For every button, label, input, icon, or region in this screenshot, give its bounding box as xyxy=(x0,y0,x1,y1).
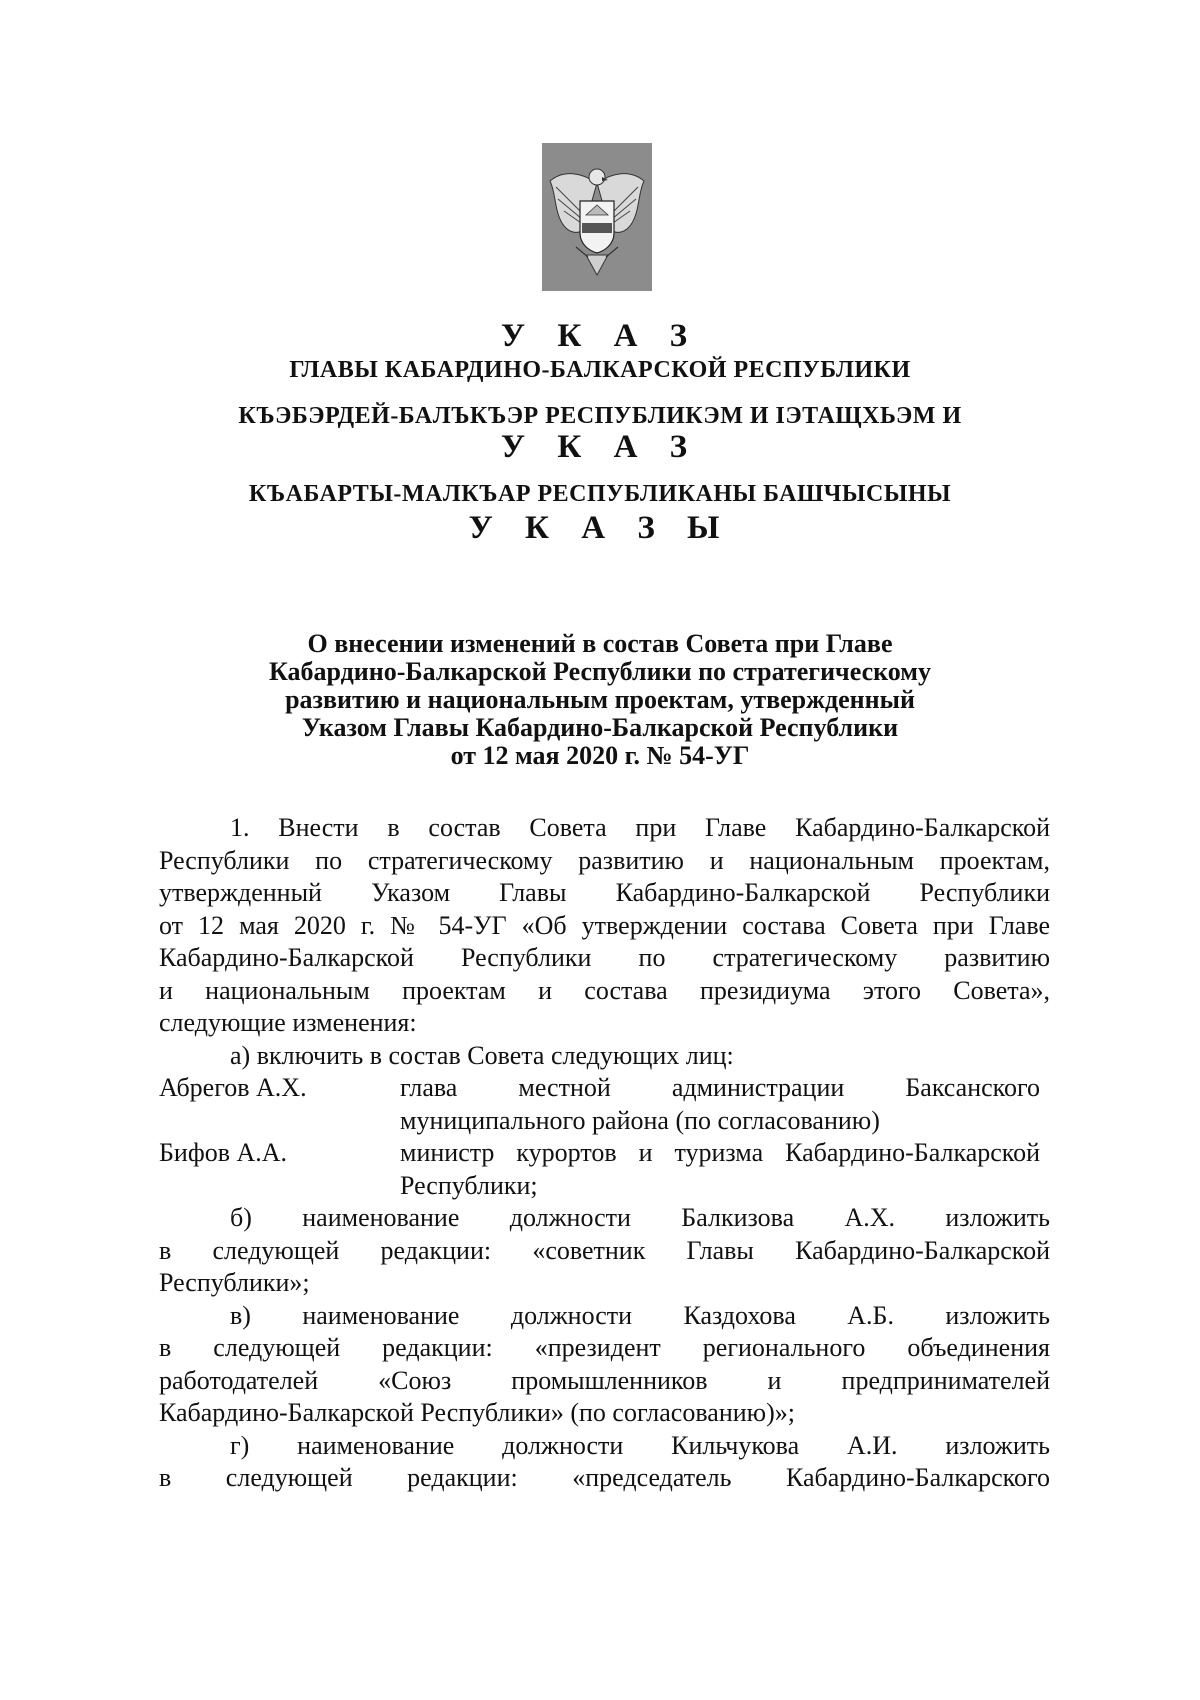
text-line: утвержденный Указом Главы Кабардино-Балкарской Республики xyxy=(159,878,1050,907)
text-line: б) наименование должности Балкизова А.Х. изложить xyxy=(230,1203,1050,1232)
item-a: а) включить в состав Совета следующих лиц: xyxy=(230,1040,734,1070)
decree-heading-ru: У К А З xyxy=(500,318,700,354)
title-line: Кабардино-Балкарской Республики по стратегическому xyxy=(269,657,931,686)
coat-of-arms-emblem xyxy=(542,143,652,291)
text-line: и национальным проектам и состава президиума этого Совета», xyxy=(159,975,1050,1005)
title-line: Указом Главы Кабардино-Балкарской Республики xyxy=(301,713,899,742)
text-line: в следующей редакции: «советник Главы Кабардино-Балкарской xyxy=(159,1235,1050,1265)
title-line: О внесении изменений в состав Совета при Главе xyxy=(307,629,893,658)
member-position xyxy=(400,1137,1040,1202)
paragraph-1 xyxy=(159,812,1050,1040)
text-line: в следующей редакции: «председатель Кабардино-Балкарского xyxy=(159,1463,1050,1492)
issuer-name-krc: КЪАБАРТЫ-МАЛКЪАР РЕСПУБЛИКАНЫ БАШЧЫСЫНЫ xyxy=(248,481,952,507)
member-entry xyxy=(159,1072,1050,1137)
text-line: следующие изменения: xyxy=(159,1008,417,1037)
title-line: от 12 мая 2020 г. № 54-УГ xyxy=(450,741,750,770)
text-line: министр курортов и туризма Кабардино-Балкарской xyxy=(400,1138,1040,1167)
text-line: Республики»; xyxy=(159,1268,310,1297)
decree-title xyxy=(160,630,1040,770)
text-line: г) наименование должности Кильчукова А.И. изложить xyxy=(230,1430,1050,1460)
member-entry xyxy=(159,1137,1050,1202)
text-line: 1. Внести в состав Совета при Главе Кабардино-Балкарской xyxy=(230,813,1050,842)
item-b xyxy=(159,1202,1050,1300)
decree-heading-krc: У К А З Ы xyxy=(468,510,732,546)
title-line: развитию и национальным проектам, утвержденный xyxy=(285,685,915,714)
text-line: Республики; xyxy=(400,1170,538,1200)
decree-heading-kbd: У К А З xyxy=(500,429,700,465)
member-name: Абрегов А.Х. xyxy=(159,1073,307,1102)
text-line: Кабардино-Балкарской Республики» (по согласованию)»; xyxy=(159,1398,795,1427)
member-position xyxy=(400,1072,1040,1137)
item-v xyxy=(159,1300,1050,1430)
text-line: Кабардино-Балкарской Республики по стратегическому развитию xyxy=(159,943,1050,972)
text-line: глава местной администрации Баксанского xyxy=(400,1073,1040,1102)
decree-body xyxy=(159,812,1050,1495)
issuer-name-ru: ГЛАВЫ КАБАРДИНО-БАЛКАРСКОЙ РЕСПУБЛИКИ xyxy=(289,357,911,383)
text-line: муниципального района (по согласованию) xyxy=(400,1105,880,1135)
text-line: работодателей «Союз промышленников и предпринимателей xyxy=(159,1365,1050,1395)
text-line: в) наименование должности Каздохова А.Б. изложить xyxy=(230,1300,1050,1330)
eagle-icon xyxy=(542,143,652,291)
text-line: от 12 мая 2020 г. № 54-УГ «Об утверждении состава Совета при Главе xyxy=(159,910,1050,940)
member-name: Бифов А.А. xyxy=(159,1138,288,1167)
text-line: Республики по стратегическому развитию и национальным проектам, xyxy=(159,845,1050,875)
issuer-name-kbd: КЪЭБЭРДЕЙ-БАЛЪКЪЭР РЕСПУБЛИКЭМ И ІЭТАЩХЬЭМ И xyxy=(238,403,962,429)
item-g xyxy=(159,1430,1050,1495)
text-line: в следующей редакции: «президент регионального объединения xyxy=(159,1333,1050,1362)
